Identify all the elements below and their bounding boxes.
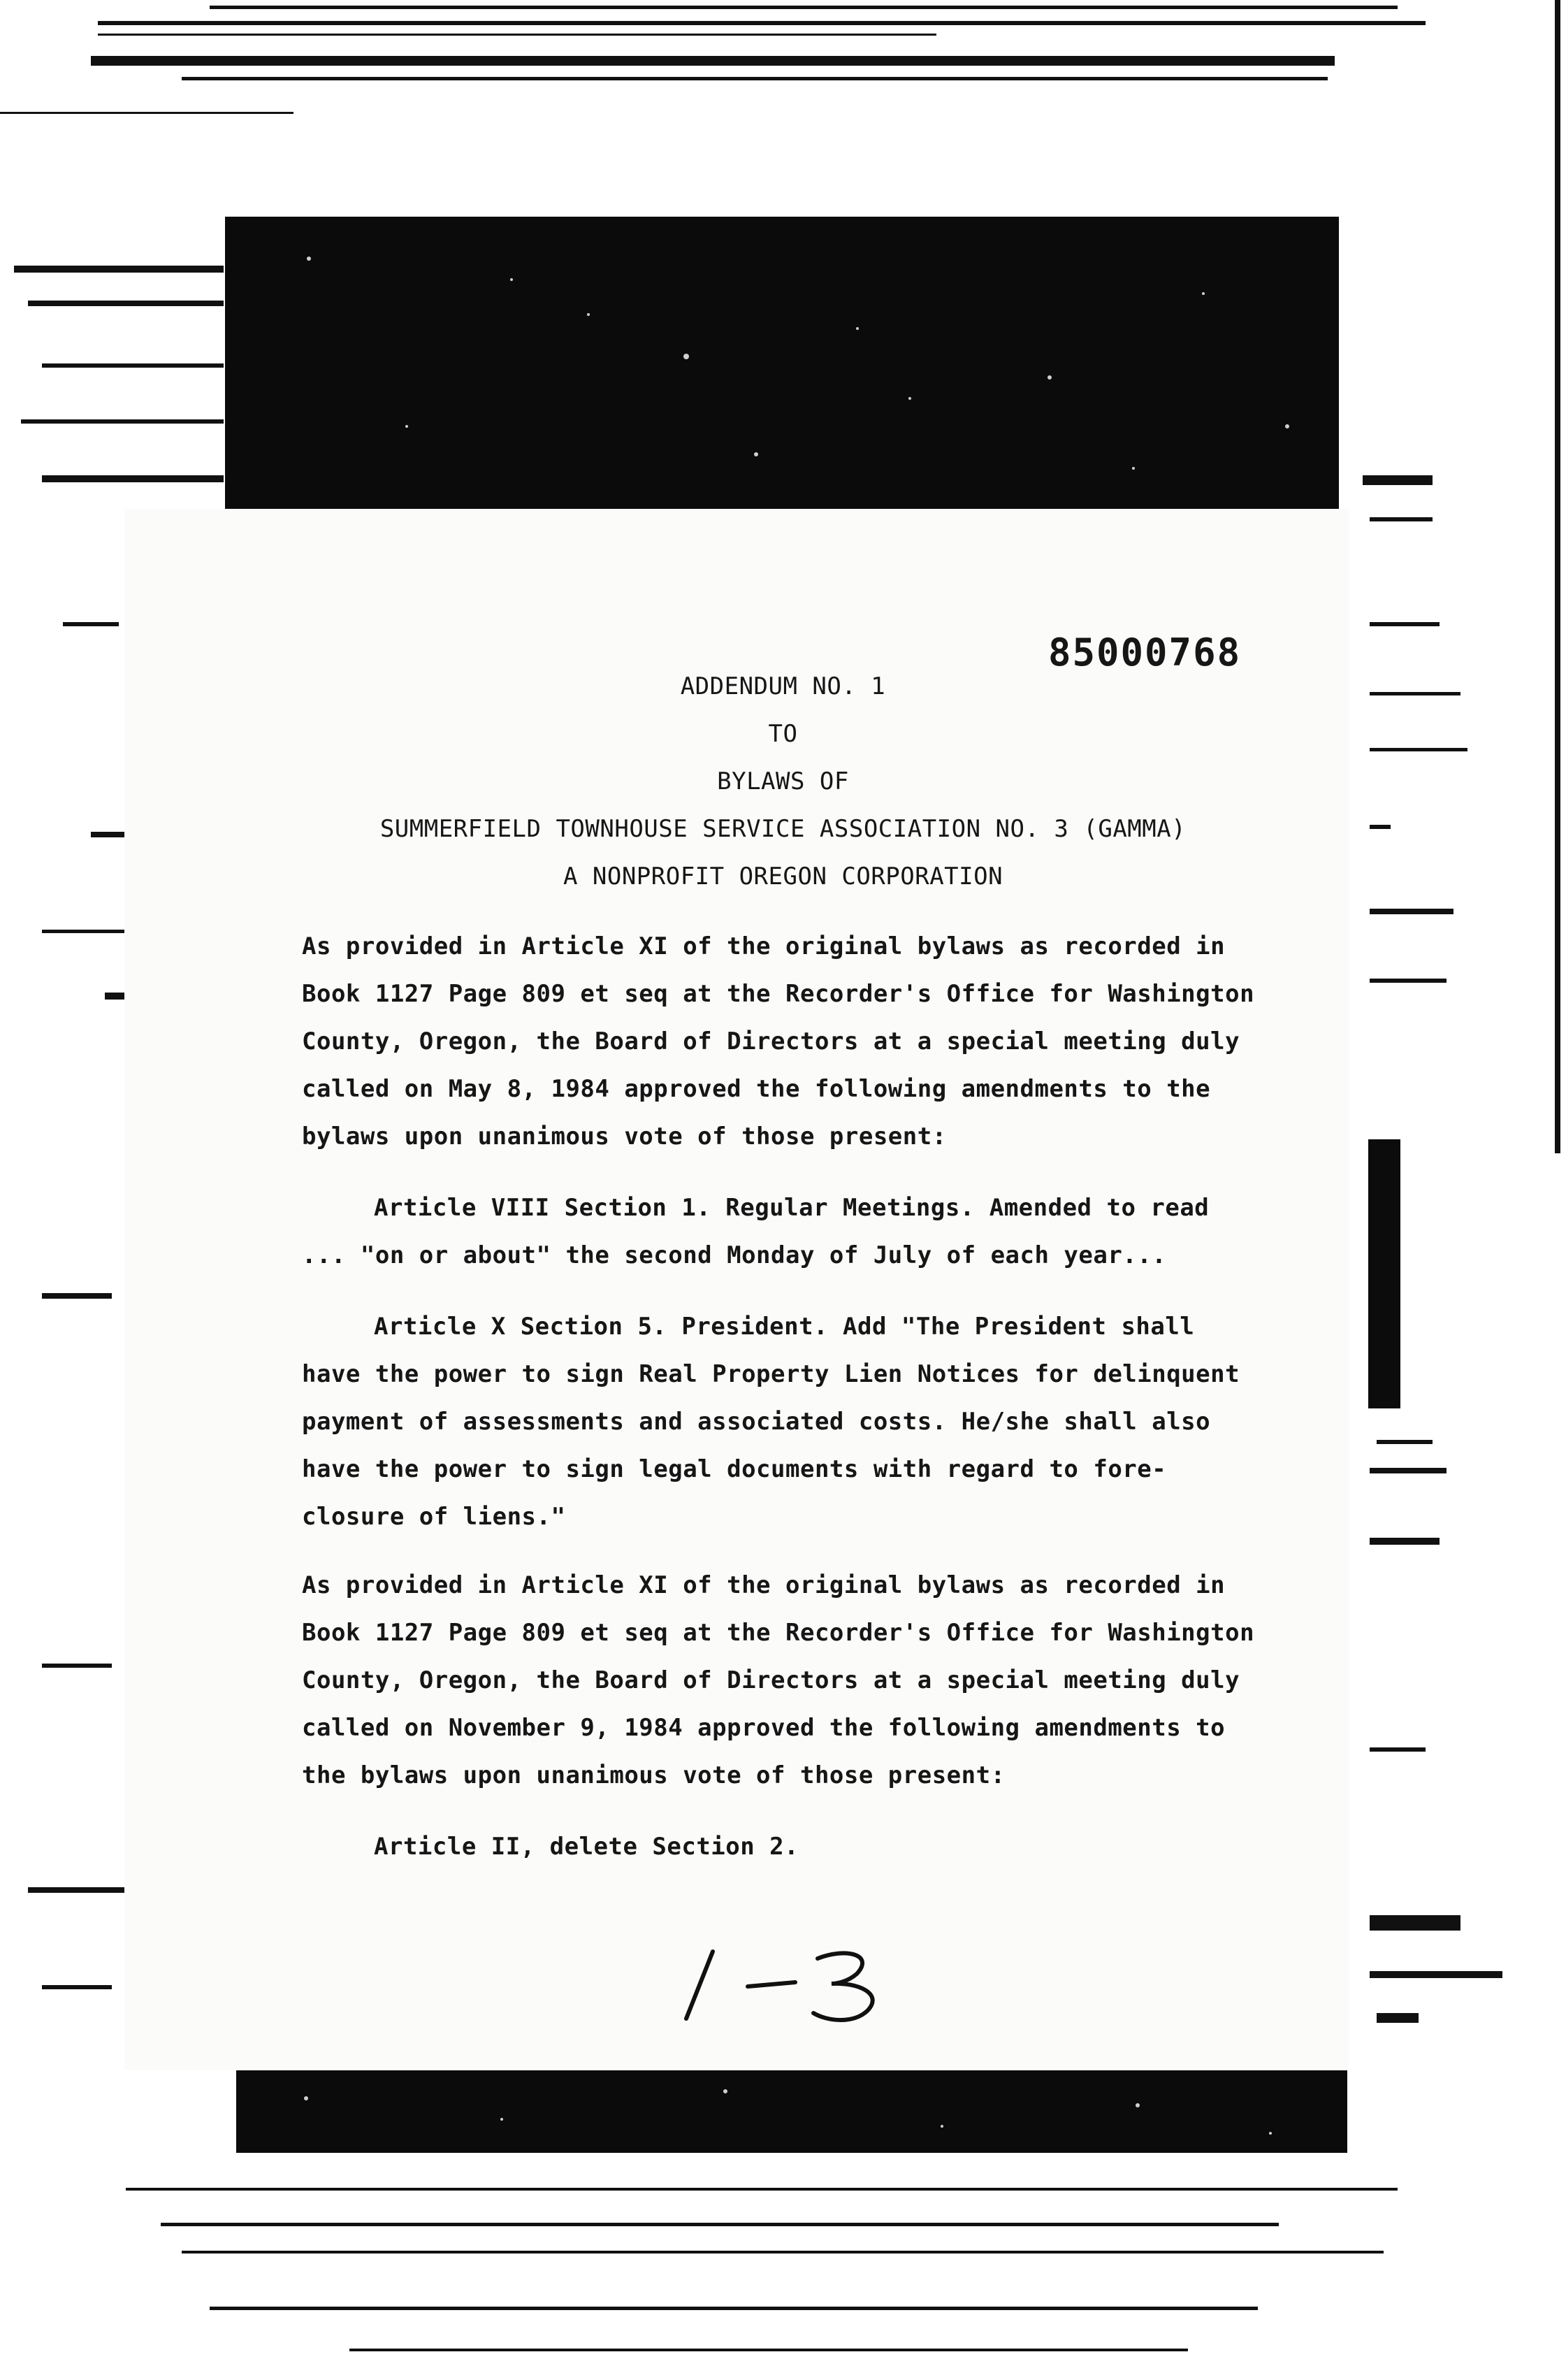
amendment-3-line: Article II, delete Section 2. <box>374 1833 799 1861</box>
scan-side-bar <box>1368 1139 1400 1408</box>
amendment-1-line: ... "on or about" the second Monday of July of each year... <box>302 1241 1167 1269</box>
paragraph-2-line: As provided in Article XI of the original bylaws as recorded in <box>302 1571 1226 1599</box>
title-line-to: TO <box>768 720 798 748</box>
document-number: 85000768 <box>1048 630 1242 675</box>
title-line-bylaws: BYLAWS OF <box>717 767 849 795</box>
handwritten-page-mark <box>671 1943 901 2027</box>
paragraph-1-line: Book 1127 Page 809 et seq at the Recorder's Office for Washington <box>302 980 1255 1008</box>
amendment-2-line: Article X Section 5. President. Add "The President shall <box>374 1313 1195 1341</box>
paragraph-2-line: the bylaws upon unanimous vote of those present: <box>302 1761 1006 1789</box>
amendment-2-line: payment of assessments and associated costs. He/she shall also <box>302 1408 1211 1436</box>
amendment-2-line: have the power to sign legal documents with regard to fore- <box>302 1455 1167 1483</box>
title-line-addendum: ADDENDUM NO. 1 <box>680 672 886 700</box>
redaction-band-top <box>225 217 1339 510</box>
paragraph-1-line: called on May 8, 1984 approved the following amendments to the <box>302 1075 1211 1103</box>
title-line-association: SUMMERFIELD TOWNHOUSE SERVICE ASSOCIATION NO. 3 (GAMMA) <box>379 815 1187 843</box>
paragraph-2-line: Book 1127 Page 809 et seq at the Recorder's Office for Washington <box>302 1619 1255 1647</box>
amendment-2-line: closure of liens." <box>302 1503 566 1531</box>
paragraph-1-line: As provided in Article XI of the original bylaws as recorded in <box>302 932 1226 960</box>
amendment-1-line: Article VIII Section 1. Regular Meetings. Amended to read <box>374 1194 1210 1222</box>
paragraph-2-line: County, Oregon, the Board of Directors at a special meeting duly <box>302 1666 1240 1694</box>
paragraph-1-line: bylaws upon unanimous vote of those present: <box>302 1123 947 1151</box>
paragraph-1-line: County, Oregon, the Board of Directors at a special meeting duly <box>302 1027 1240 1055</box>
paragraph-2-line: called on November 9, 1984 approved the following amendments to <box>302 1714 1226 1742</box>
title-line-corporation: A NONPROFIT OREGON CORPORATION <box>563 863 1003 890</box>
amendment-2-line: have the power to sign Real Property Lien Notices for delinquent <box>302 1360 1240 1388</box>
redaction-band-bottom <box>236 2070 1347 2153</box>
